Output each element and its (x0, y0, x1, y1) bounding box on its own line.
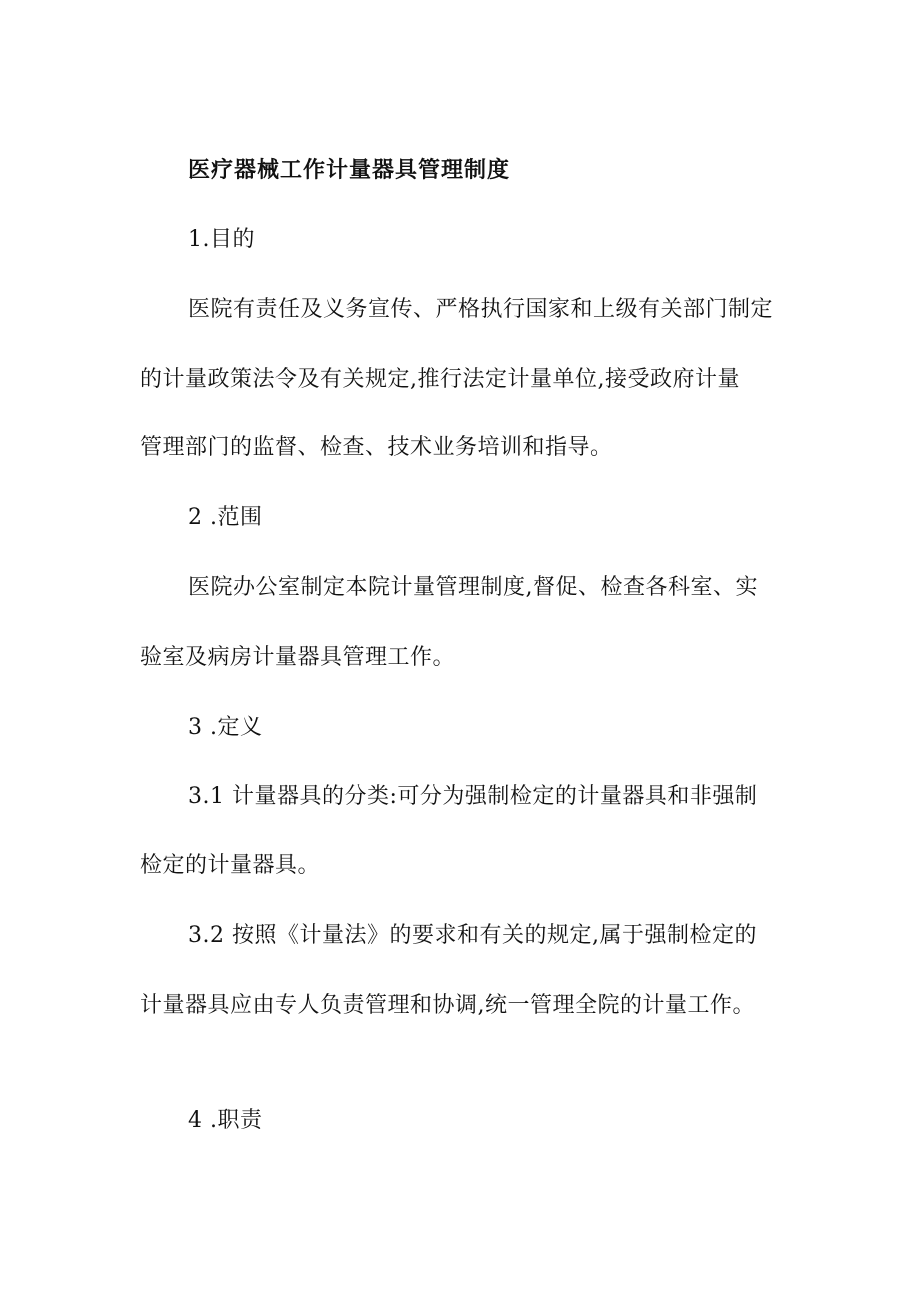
section-heading-scope: 2 .范围 (188, 505, 263, 530)
paragraph-line: 3.1 计量器具的分类:可分为强制检定的计量器具和非强制 (188, 784, 758, 809)
paragraph-line: 检定的计量器具。 (140, 853, 321, 878)
paragraph-line: 3.2 按照《计量法》的要求和有关的规定,属于强制检定的 (188, 923, 757, 948)
section-heading-purpose: 1.目的 (188, 227, 255, 252)
section-heading-responsibilities: 4 .职责 (188, 1108, 263, 1133)
section-heading-definition: 3 .定义 (188, 715, 263, 740)
document-title: 医疗器械工作计量器具管理制度 (188, 157, 511, 183)
paragraph-line: 验室及病房计量器具管理工作。 (140, 645, 456, 670)
paragraph-line: 计量器具应由专人负责管理和协调,统一管理全院的计量工作。 (140, 993, 755, 1018)
paragraph-line: 医院办公室制定本院计量管理制度,督促、检查各科室、实 (188, 575, 758, 600)
paragraph-line: 管理部门的监督、检查、技术业务培训和指导。 (140, 435, 613, 460)
paragraph-line: 的计量政策法令及有关规定,推行法定计量单位,接受政府计量 (140, 367, 740, 392)
paragraph-line: 医院有责任及义务宣传、严格执行国家和上级有关部门制定 (188, 297, 774, 322)
